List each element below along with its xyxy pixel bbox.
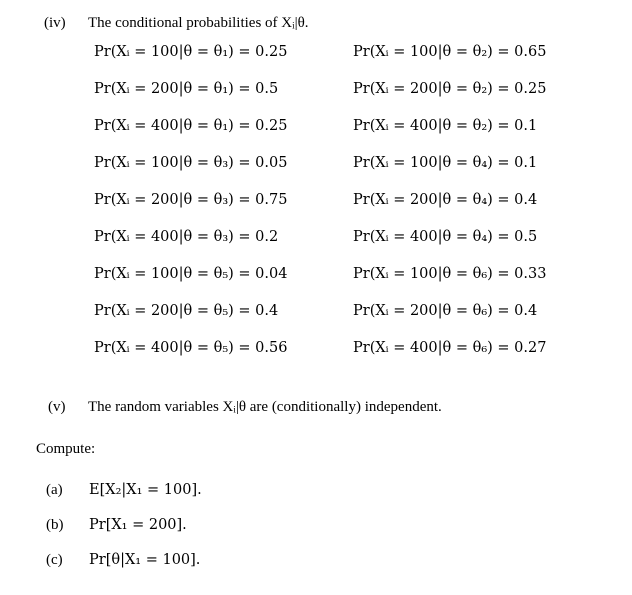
compute-heading: Compute:	[36, 441, 96, 457]
question-label: (a)	[46, 482, 63, 498]
question-text: E[X₂|X₁ = 100].	[89, 482, 202, 498]
question-label: (b)	[46, 517, 64, 533]
probability-entry: Pr(Xᵢ = 200|θ = θ₄) = 0.4	[353, 192, 538, 208]
probability-entry: Pr(Xᵢ = 400|θ = θ₅) = 0.56	[94, 340, 288, 356]
probability-entry: Pr(Xᵢ = 100|θ = θ₆) = 0.33	[353, 266, 547, 282]
probability-entry: Pr(Xᵢ = 200|θ = θ₃) = 0.75	[94, 192, 288, 208]
question-label: (c)	[46, 552, 63, 568]
probability-entry: Pr(Xᵢ = 400|θ = θ₃) = 0.2	[94, 229, 279, 245]
question-text: Pr[θ|X₁ = 100].	[89, 552, 201, 568]
item-v-text: The random variables Xᵢ|θ are (conditionally) independent.	[88, 399, 442, 415]
question-text: Pr[X₁ = 200].	[89, 517, 187, 533]
probability-entry: Pr(Xᵢ = 200|θ = θ₅) = 0.4	[94, 303, 279, 319]
probability-entry: Pr(Xᵢ = 200|θ = θ₆) = 0.4	[353, 303, 538, 319]
item-iv-label: (iv)	[44, 15, 66, 31]
probability-entry: Pr(Xᵢ = 100|θ = θ₅) = 0.04	[94, 266, 288, 282]
probability-entry: Pr(Xᵢ = 400|θ = θ₂) = 0.1	[353, 118, 538, 134]
probability-entry: Pr(Xᵢ = 400|θ = θ₆) = 0.27	[353, 340, 547, 356]
item-iv-text: The conditional probabilities of Xᵢ|θ.	[88, 15, 309, 31]
probability-entry: Pr(Xᵢ = 200|θ = θ₂) = 0.25	[353, 81, 547, 97]
probability-entry: Pr(Xᵢ = 200|θ = θ₁) = 0.5	[94, 81, 279, 97]
probability-entry: Pr(Xᵢ = 400|θ = θ₄) = 0.5	[353, 229, 538, 245]
probability-entry: Pr(Xᵢ = 100|θ = θ₂) = 0.65	[353, 44, 547, 60]
probability-entry: Pr(Xᵢ = 100|θ = θ₃) = 0.05	[94, 155, 288, 171]
probability-entry: Pr(Xᵢ = 400|θ = θ₁) = 0.25	[94, 118, 288, 134]
item-v-label: (v)	[48, 399, 66, 415]
probability-entry: Pr(Xᵢ = 100|θ = θ₄) = 0.1	[353, 155, 538, 171]
probability-entry: Pr(Xᵢ = 100|θ = θ₁) = 0.25	[94, 44, 288, 60]
